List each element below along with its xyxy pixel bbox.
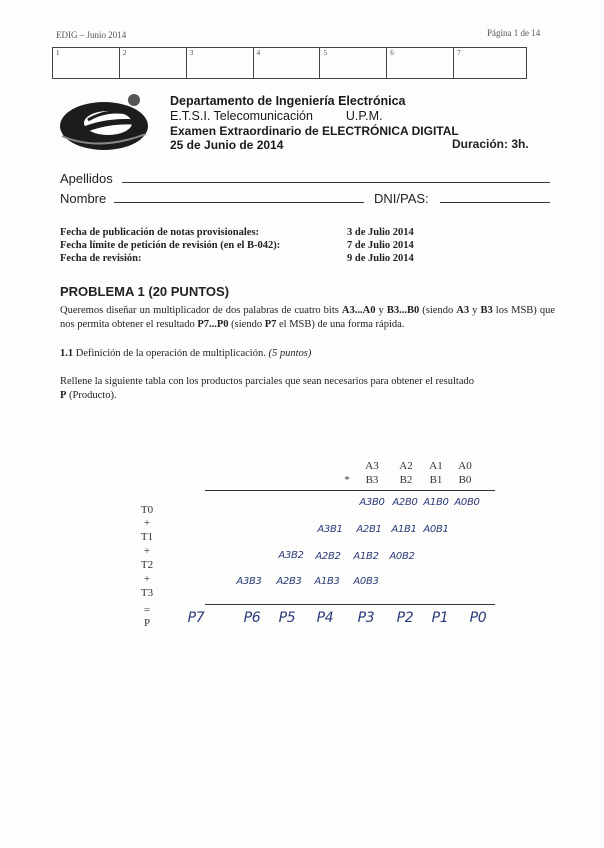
mult-a3: A3 (365, 460, 379, 472)
hand-t3: A3B3 (236, 576, 262, 587)
mult-a2: A2 (399, 460, 413, 472)
department: Departamento de Ingeniería Electrónica (170, 94, 406, 108)
row-label-plus: + (143, 517, 151, 529)
hand-t1: A3B1 (317, 524, 343, 535)
mult-bottom-line (205, 604, 495, 605)
upm-logo-icon (58, 90, 156, 152)
page-number: Página 1 de 14 (487, 28, 541, 38)
text: y (375, 305, 387, 316)
mult-b2: B2 (399, 474, 413, 486)
hand-p: P2 (396, 610, 414, 626)
section-heading (60, 347, 555, 361)
university: U.P.M. (345, 109, 383, 123)
text: P7...P0 (197, 319, 229, 330)
hand-t0: A0B0 (454, 497, 480, 508)
text: (siendo (228, 319, 265, 330)
hand-p: P5 (278, 610, 296, 626)
hand-t0: A1B0 (423, 497, 449, 508)
date-label: Fecha de publicación de notas provisionales: (60, 227, 260, 238)
grade-cell[interactable]: 1 (53, 48, 120, 78)
instruction (60, 375, 555, 403)
surname-label: Apellidos (60, 171, 113, 186)
hand-t2: A2B2 (315, 551, 341, 562)
row-label-plus: + (143, 573, 151, 585)
mult-b1: B1 (429, 474, 443, 486)
surname-field[interactable] (122, 181, 550, 183)
row-label-p: P (143, 617, 151, 629)
hand-p: P1 (431, 610, 449, 626)
exam-date: 25 de Junio de 2014 (170, 138, 284, 152)
text: P (60, 390, 67, 401)
section-points: (5 puntos) (268, 348, 312, 359)
date-row (60, 226, 414, 239)
exam-info (170, 94, 459, 152)
text: los MSB) que nos permita obtener el resultado (60, 305, 556, 330)
row-label-t3: T3 (140, 587, 154, 599)
hand-p: P3 (357, 610, 375, 626)
text: y (469, 305, 478, 316)
mult-a1: A1 (429, 460, 443, 472)
date-row (60, 252, 414, 265)
row-label-equals: = (143, 604, 151, 616)
grade-cell[interactable]: 2 (120, 48, 187, 78)
school: E.T.S.I. Telecomunicación (170, 109, 313, 123)
mult-top-line (205, 490, 495, 491)
hand-t3: A0B3 (353, 576, 379, 587)
hand-p: P0 (469, 610, 487, 626)
name-field[interactable] (114, 201, 364, 203)
text: A3 (456, 305, 470, 316)
hand-t1: A2B1 (356, 524, 382, 535)
mult-a0: A0 (458, 460, 472, 472)
hand-t2: A3B2 (278, 550, 304, 561)
name-label: Nombre (60, 191, 107, 206)
header-left: EDIG – Junio 2014 (56, 30, 127, 40)
exam-duration: Duración: 3h. (452, 137, 529, 151)
date-value: 3 de Julio 2014 (347, 227, 414, 238)
hand-p: P7 (187, 610, 205, 626)
row-label-plus: + (143, 545, 151, 557)
grade-table (52, 47, 527, 79)
exam-title: Examen Extraordinario de ELECTRÓNICA DIGITAL (170, 124, 459, 138)
hand-t1: A0B1 (423, 524, 449, 535)
hand-p: P6 (243, 610, 261, 626)
date-label: Fecha límite de petición de revisión (en el B-042): (60, 240, 281, 251)
school-line (170, 109, 459, 124)
mult-times: * (344, 474, 350, 486)
text: Queremos diseñar un multiplicador de dos palabras de cuatro bits (60, 305, 342, 316)
date-value: 9 de Julio 2014 (347, 253, 414, 264)
hand-t0: A3B0 (359, 497, 385, 508)
hand-t2: A1B2 (353, 551, 379, 562)
text: A3...A0 (341, 305, 376, 316)
row-label-t1: T1 (140, 531, 154, 543)
hand-t0: A2B0 (392, 497, 418, 508)
text: (siendo (419, 305, 457, 316)
text: Rellene la siguiente tabla con los productos parciales que sean necesarios para obtener el resultado (60, 376, 475, 387)
hand-t2: A0B2 (389, 551, 415, 562)
grade-cell[interactable]: 5 (320, 48, 387, 78)
section-title: Definición de la operación de multiplicación. (73, 348, 269, 359)
date-label: Fecha de revisión: (60, 253, 142, 264)
text: el MSB) de una forma rápida. (276, 319, 405, 330)
hand-t3: A2B3 (276, 576, 302, 587)
text: (Producto). (66, 390, 117, 401)
id-field[interactable] (440, 201, 550, 203)
date-row (60, 239, 414, 252)
grade-cell[interactable]: 3 (187, 48, 254, 78)
dates-block (60, 226, 414, 265)
grade-cell[interactable]: 7 (457, 49, 461, 57)
id-label: DNI/PAS: (374, 191, 429, 206)
mult-b3: B3 (365, 474, 379, 486)
text: B3...B0 (386, 305, 420, 316)
problem-title: PROBLEMA 1 (20 PUNTOS) (60, 284, 230, 299)
row-label-t2: T2 (140, 559, 154, 571)
problem-intro (60, 304, 555, 332)
date-value: 7 de Julio 2014 (347, 240, 414, 251)
grade-cell[interactable]: 6 (387, 48, 454, 78)
hand-t3: A1B3 (314, 576, 340, 587)
text: P7 (264, 319, 277, 330)
section-number: 1.1 (60, 348, 74, 359)
hand-p: P4 (316, 610, 334, 626)
mult-b0: B0 (458, 474, 472, 486)
grade-cell[interactable]: 4 (254, 48, 321, 78)
row-label-t0: T0 (140, 504, 154, 516)
hand-t1: A1B1 (391, 524, 417, 535)
text: B3 (480, 305, 493, 316)
